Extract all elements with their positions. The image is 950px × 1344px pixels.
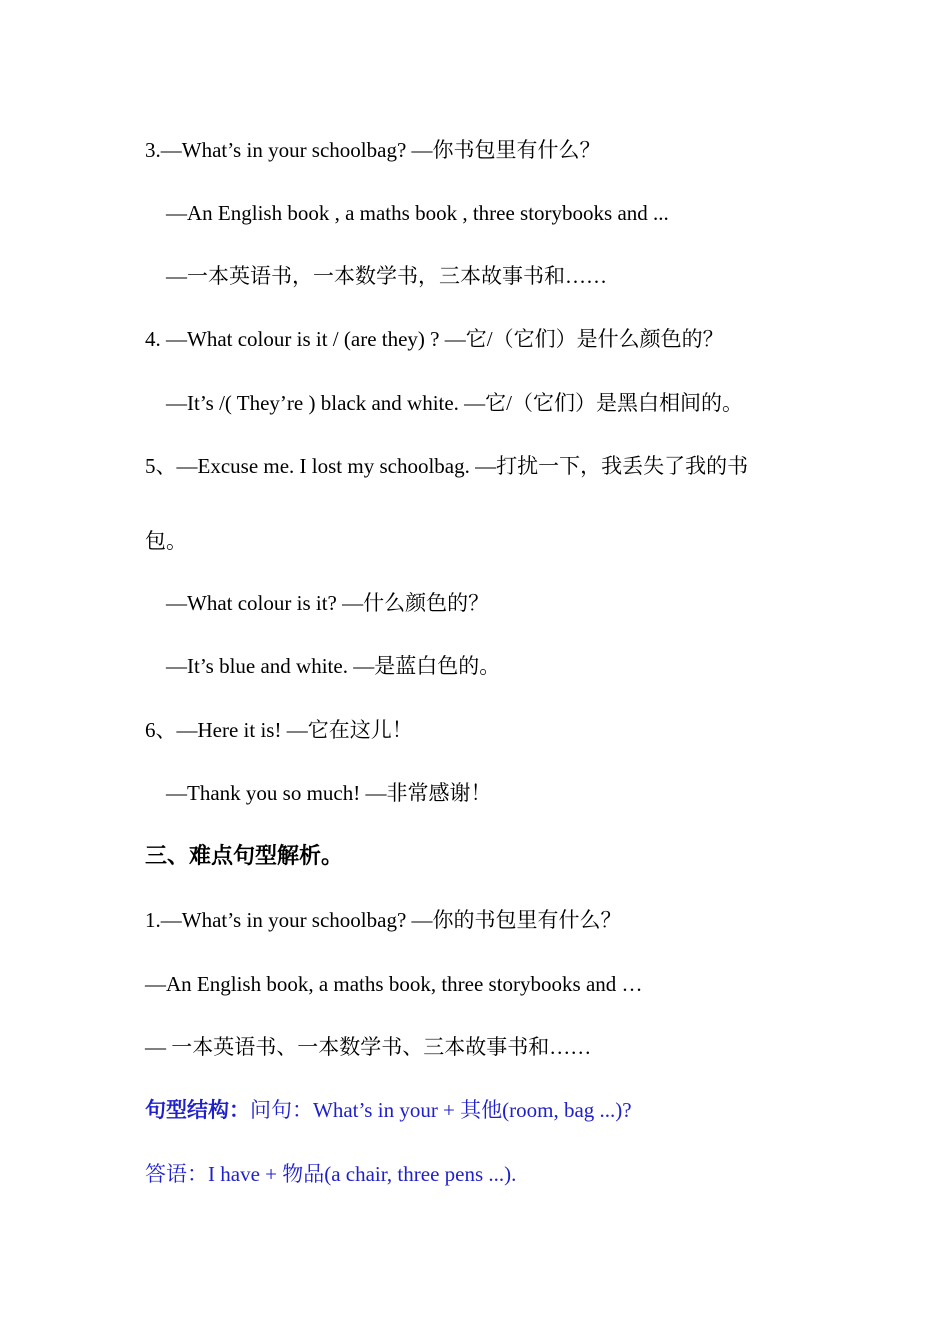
structure-question-line [145,1096,632,1124]
dialogue-3-answer-zh: —一本英语书，一本数学书，三本故事书和…… [166,264,607,288]
dialogue-3-question: 3.—What’s in your schoolbag? —你书包里有什么？ [145,138,601,162]
dialogue-6-line-1: 6、—Here it is! —它在这儿！ [145,718,413,742]
dialogue-5-answer: —It’s blue and white. —是蓝白色的。 [166,654,501,678]
structure-question: 问句：What’s in your + 其他(room, bag ...)? [250,1098,632,1122]
key-sentence-answer-en: —An English book, a maths book, three storybooks and … [145,972,643,996]
dialogue-5-question: 5、—Excuse me. I lost my schoolbag. —打扰一下，我丢失了我的书 [145,454,749,478]
key-sentence-answer-zh: — 一本英语书、一本数学书、三本故事书和…… [145,1035,592,1059]
structure-answer: 答语：I have + 物品(a chair, three pens ...). [145,1162,517,1186]
dialogue-3-answer-en: —An English book , a maths book , three storybooks and ... [166,201,669,225]
section-heading: 三、难点句型解析。 [145,844,344,869]
key-sentence-question: 1.—What’s in your schoolbag? —你的书包里有什么？ [145,908,622,932]
structure-label: 句型结构： [145,1098,250,1122]
dialogue-4-answer: —It’s /( They’re ) black and white. —它/（它们）是黑白相间的。 [166,391,744,415]
dialogue-5-question-wrap: 包。 [145,529,187,553]
dialogue-6-line-2: —Thank you so much! —非常感谢！ [166,781,492,805]
dialogue-4-question: 4. —What colour is it / (are they) ? —它/（它们）是什么颜色的？ [145,327,724,351]
dialogue-5-followup: —What colour is it? —什么颜色的？ [166,591,490,615]
